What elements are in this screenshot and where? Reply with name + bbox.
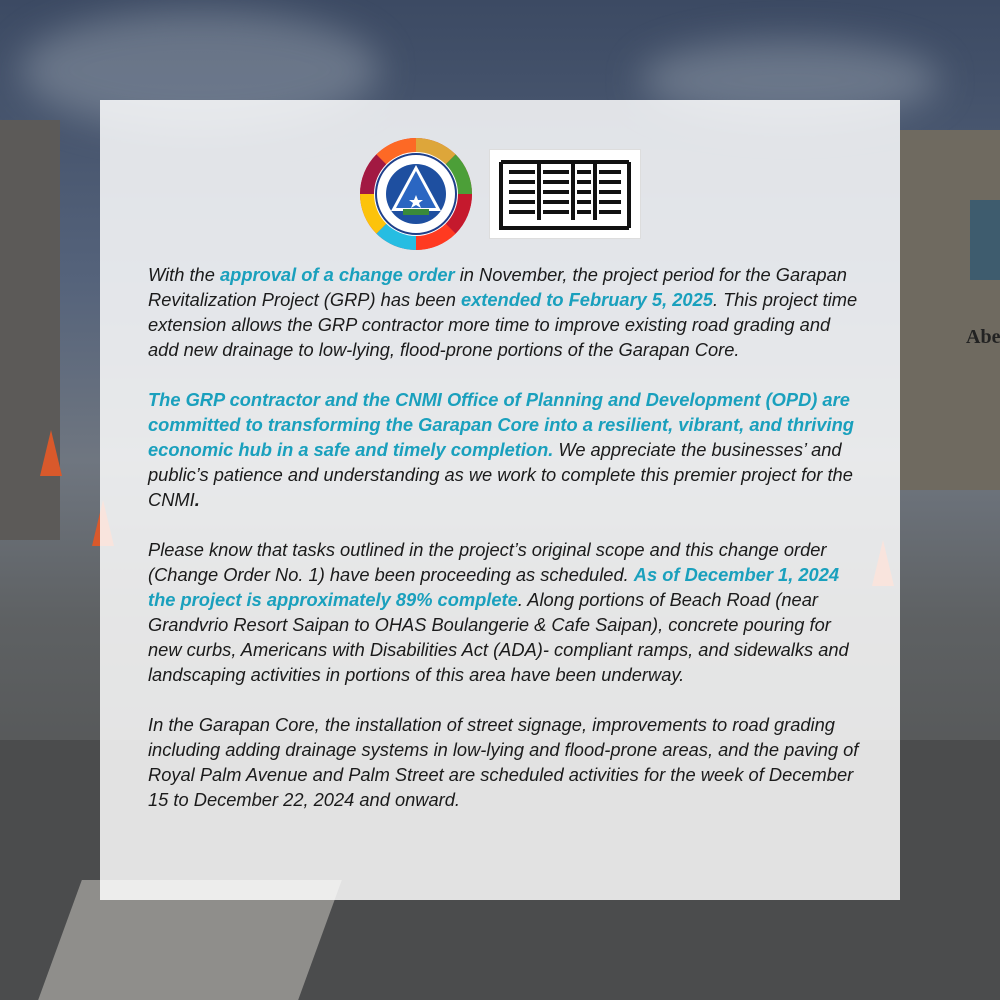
announcement-card (100, 100, 900, 900)
highlight-progress: As of December 1, 2024 the project is approximately 89% complete (148, 564, 840, 610)
text: in November, the project period for the Garapan Revitalization Project (GRP) has been (148, 264, 847, 310)
highlight-extension-date: extended to February 5, 2025 (460, 289, 713, 310)
traffic-cone-icon (40, 430, 62, 476)
highlight-commitment: The GRP contractor and the CNMI Office of Planning and Development (OPD) are committed to transforming the Garapan Core into a resilient, vibrant, and thriving economic hub in a safe and timely completion. (148, 389, 854, 460)
building-left (0, 120, 60, 540)
opd-seal-icon (359, 137, 473, 251)
paragraph-progress (148, 537, 860, 687)
paragraph-extension (148, 262, 860, 362)
text: Please know that tasks outlined in the project’s original scope and this change order (Change Order No. 1) have been proceeding as scheduled. (148, 539, 827, 585)
text: With the (148, 264, 220, 285)
building-right (900, 130, 1000, 490)
paragraph-commitment (148, 387, 860, 512)
paragraph-schedule (148, 712, 860, 812)
text: We appreciate the businesses’ and public’s patience and understanding as we work to complete this premier project for the CNMI (148, 439, 853, 510)
building-window (970, 200, 1000, 280)
storefront-sign: Abe (966, 326, 1000, 348)
text: . Along portions of Beach Road (near Grandvrio Resort Saipan to OHAS Boulangerie & Cafe Saipan), concrete pouring for new curbs, Americans with Disabilities Act (ADA)- compliant ramps, and sidewalks and landscaping activities in portions of this area have been underway. (148, 589, 849, 685)
grp-frame-logo-icon (489, 149, 641, 239)
highlight-change-order: approval of a change order (219, 264, 455, 285)
text: . (194, 489, 200, 510)
text: . This project time extension allows the GRP contractor more time to improve existing road grading and add new drainage to low-lying, flood-prone portions of the Garapan Core. (148, 289, 858, 360)
logo-row (100, 137, 900, 251)
announcement-body (148, 262, 860, 837)
text: In the Garapan Core, the installation of street signage, improvements to road grading including adding drainage systems in low-lying and flood-prone areas, and the paving of Royal Palm Avenue and Palm Street are scheduled activities for the week of December 15 to December 22, 2024 and onward. (148, 714, 859, 810)
